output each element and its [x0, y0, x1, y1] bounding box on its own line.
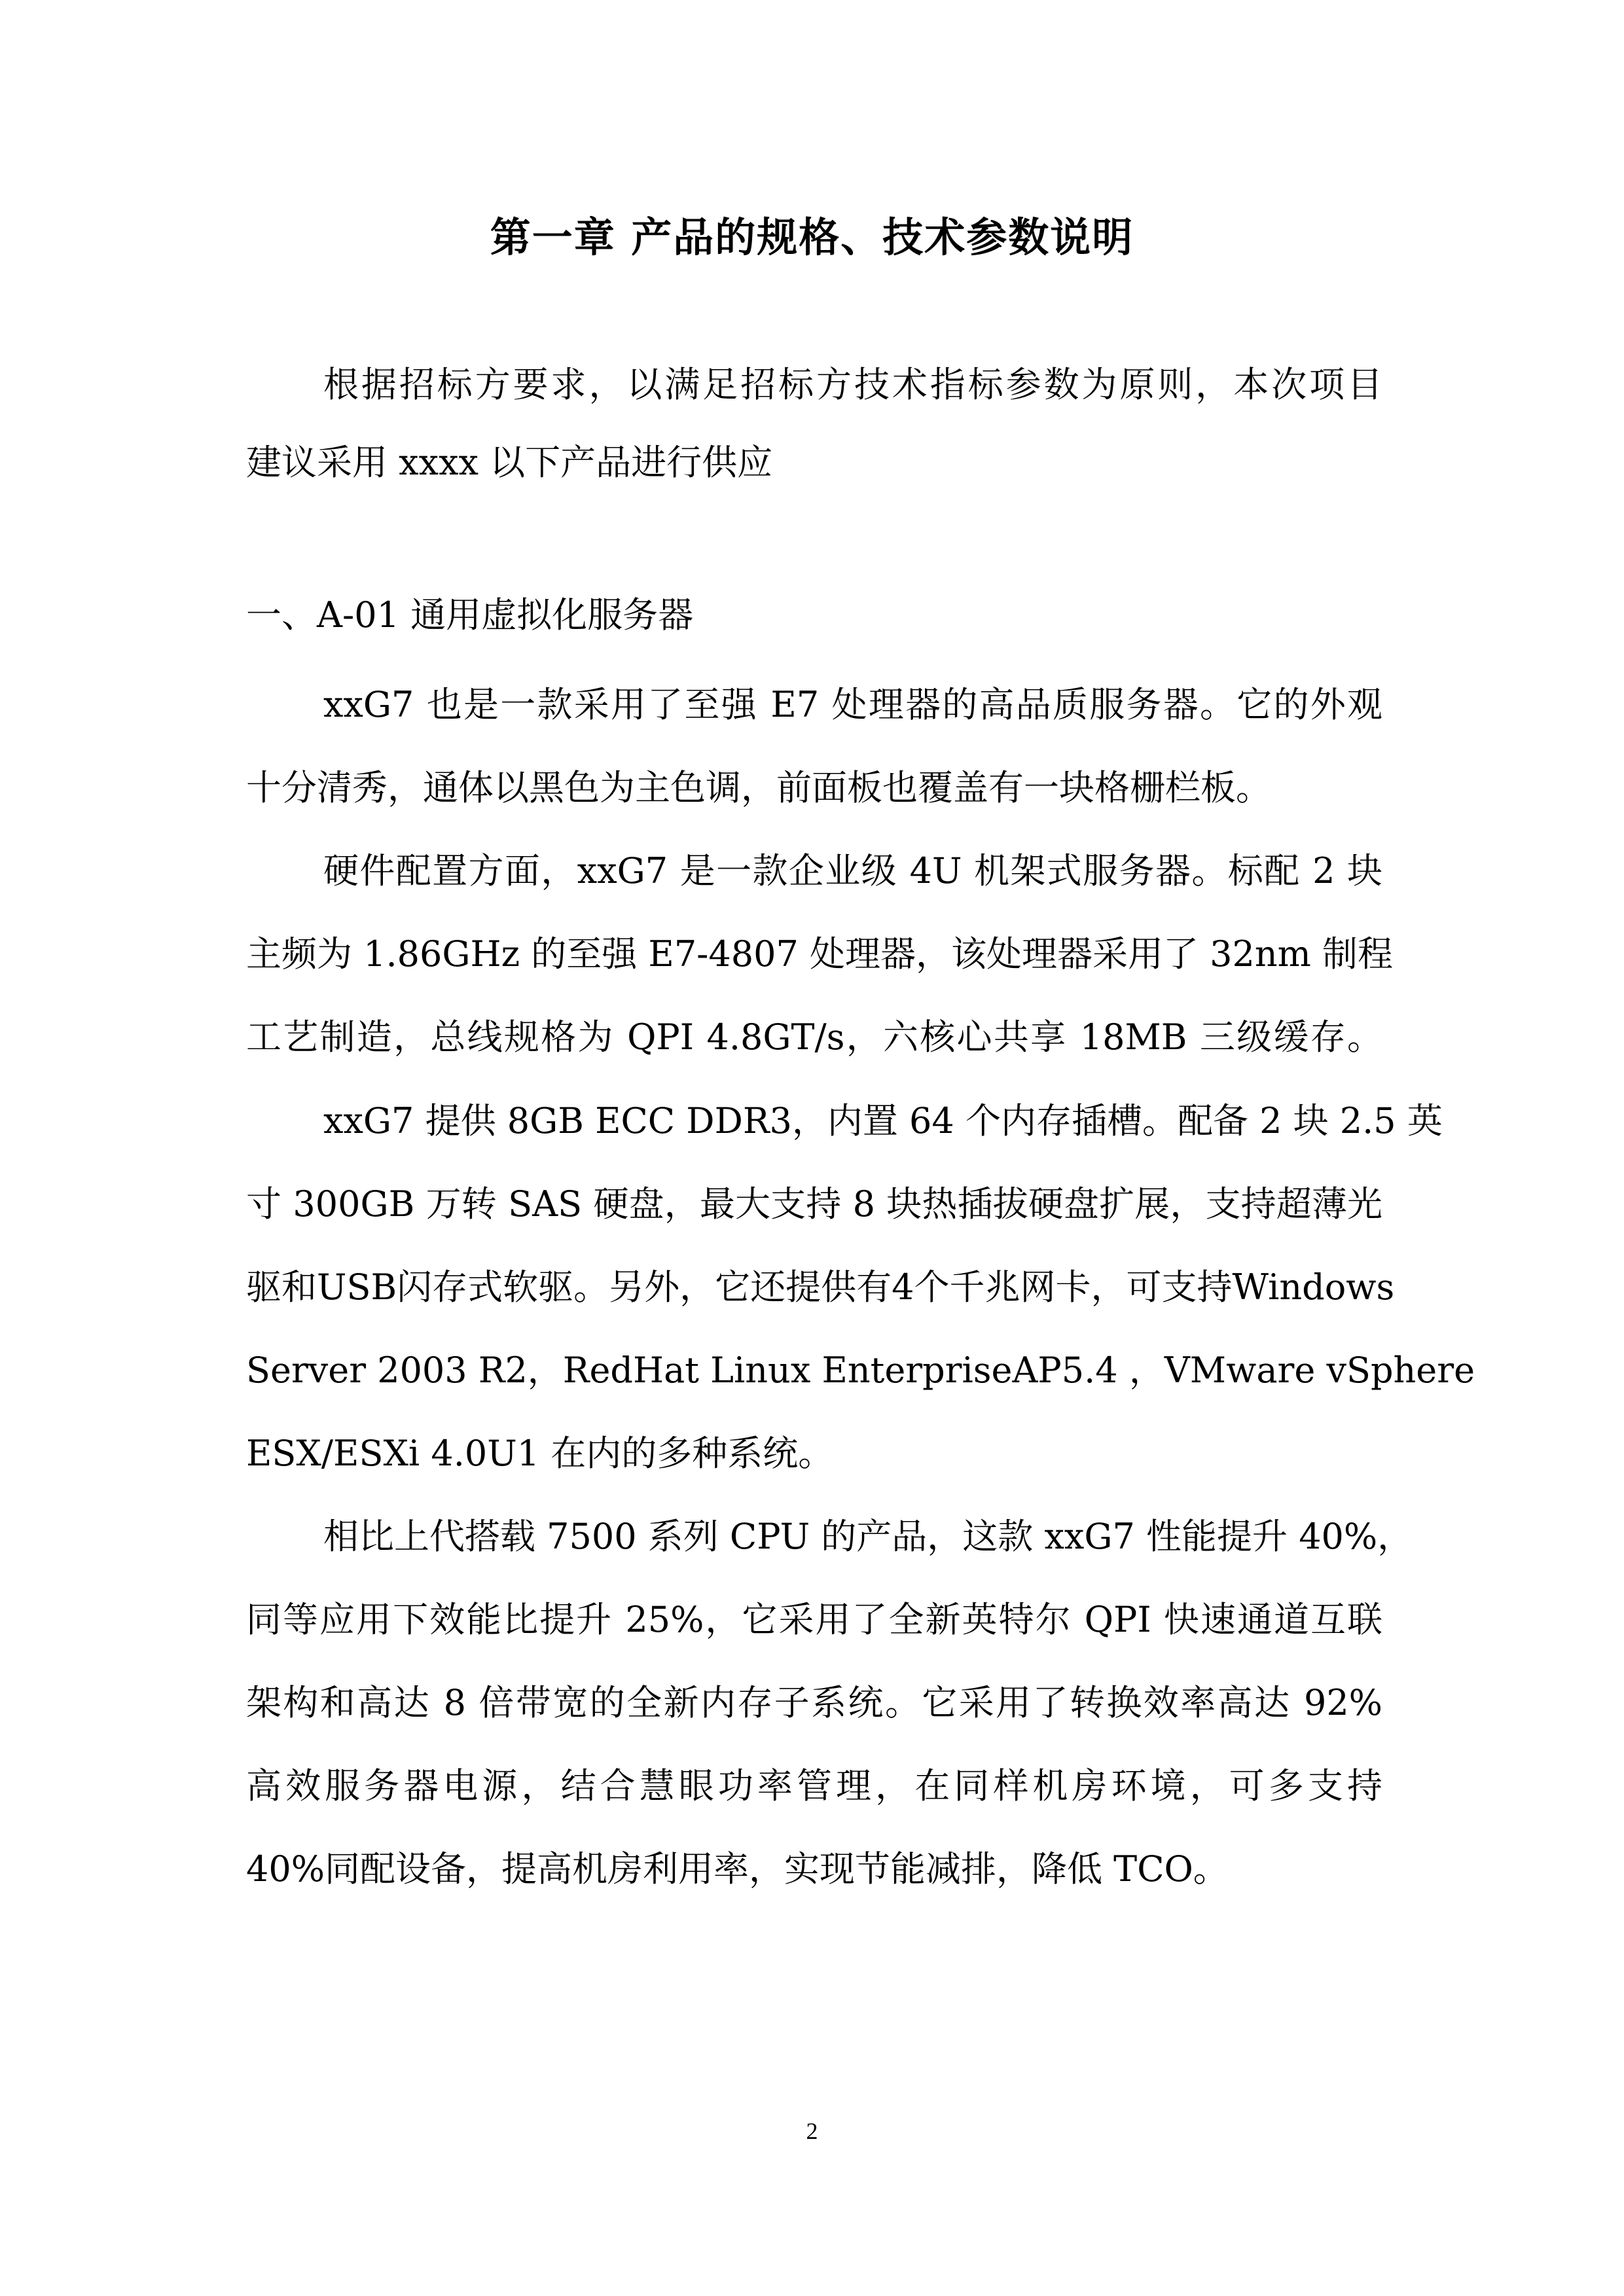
paragraph-1-line-2: 十分清秀，通体以黑色为主色调，前面板也覆盖有一块格栅栏板。 [246, 767, 1271, 808]
paragraph-4-line-2: 同等应用下效能比提升 25%，它采用了全新英特尔 QPI 快速通道互联 [246, 1599, 1382, 1640]
page-number: 2 [806, 2118, 818, 2144]
paragraph-2-line-3: 工艺制造，总线规格为 QPI 4.8GT/s，六核心共享 18MB 三级缓存。 [246, 1016, 1382, 1058]
paragraph-4-line-5: 40%同配设备，提高机房利用率，实现节能减排，降低 TCO。 [246, 1848, 1229, 1890]
paragraph-3-line-5: ESX/ESXi 4.0U1 在内的多种系统。 [246, 1433, 834, 1474]
section-heading: 一、A-01 通用虚拟化服务器 [246, 594, 694, 636]
paragraph-4-line-3: 架构和高达 8 倍带宽的全新内存子系统。它采用了转换效率高达 92% [246, 1682, 1382, 1723]
intro-line-2: 建议采用 xxxx 以下产品进行供应 [246, 442, 773, 483]
paragraph-4-line-4: 高效服务器电源，结合慧眼功率管理，在同样机房环境，可多支持 [246, 1765, 1382, 1806]
paragraph-1-line-1: xxG7 也是一款采用了至强 E7 处理器的高品质服务器。它的外观 [323, 684, 1382, 725]
paragraph-3-line-1: xxG7 提供 8GB ECC DDR3，内置 64 个内存插槽。配备 2 块 2.5 英 [323, 1100, 1443, 1141]
paragraph-2-line-1: 硬件配置方面，xxG7 是一款企业级 4U 机架式服务器。标配 2 块 [323, 850, 1382, 891]
paragraph-2-line-2: 主频为 1.86GHz 的至强 E7-4807 处理器，该处理器采用了 32nm 制程 [246, 933, 1394, 975]
intro-line-1: 根据招标方要求，以满足招标方技术指标参数为原则，本次项目 [323, 364, 1382, 405]
paragraph-3-line-2: 寸 300GB 万转 SAS 硬盘，最大支持 8 块热插拔硬盘扩展，支持超薄光 [246, 1183, 1382, 1225]
paragraph-3-line-4: Server 2003 R2，RedHat Linux EnterpriseAP5.4 ，VMware vSphere [246, 1350, 1475, 1391]
chapter-title: 第一章 产品的规格、技术参数说明 [490, 213, 1134, 261]
paragraph-3-line-3: 驱和USB闪存式软驱。另外，它还提供有4个千兆网卡，可支持Windows [246, 1266, 1395, 1308]
paragraph-4-line-1: 相比上代搭载 7500 系列 CPU 的产品，这款 xxG7 性能提升 40%， [323, 1516, 1413, 1557]
